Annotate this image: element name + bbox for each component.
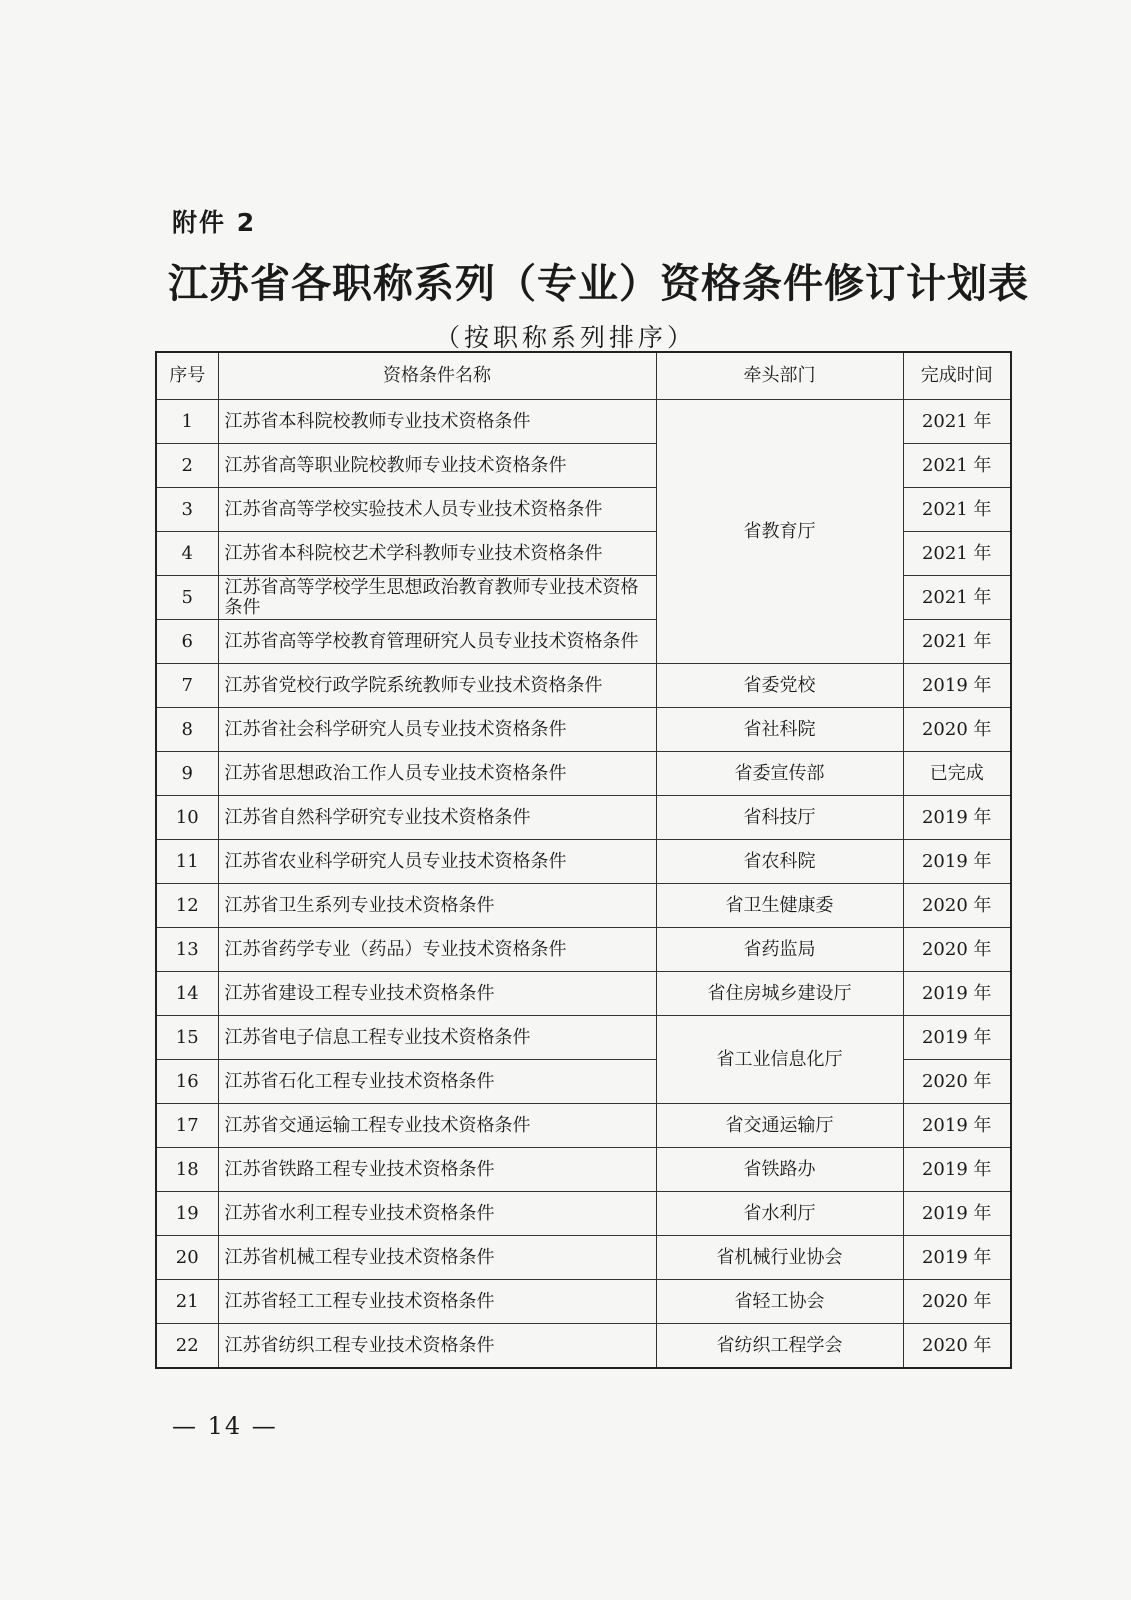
row-dept: 省社科院 xyxy=(656,708,903,752)
row-no: 15 xyxy=(156,1016,218,1060)
row-dept: 省机械行业协会 xyxy=(656,1236,903,1280)
row-no: 12 xyxy=(156,884,218,928)
row-name: 江苏省农业科学研究人员专业技术资格条件 xyxy=(218,840,656,884)
table-row xyxy=(156,1104,1011,1148)
row-no: 14 xyxy=(156,972,218,1016)
header-name: 资格条件名称 xyxy=(218,352,656,400)
row-name: 江苏省本科院校教师专业技术资格条件 xyxy=(218,400,656,444)
row-dept: 省轻工协会 xyxy=(656,1280,903,1324)
row-time: 已完成 xyxy=(903,752,1011,796)
row-no: 20 xyxy=(156,1236,218,1280)
row-no: 16 xyxy=(156,1060,218,1104)
table-row xyxy=(156,664,1011,708)
row-no: 11 xyxy=(156,840,218,884)
row-name: 江苏省高等学校教育管理研究人员专业技术资格条件 xyxy=(218,620,656,664)
table-row xyxy=(156,1148,1011,1192)
row-no: 5 xyxy=(156,576,218,620)
row-name: 江苏省思想政治工作人员专业技术资格条件 xyxy=(218,752,656,796)
revision-plan-table xyxy=(155,351,1012,1369)
row-name: 江苏省本科院校艺术学科教师专业技术资格条件 xyxy=(218,532,656,576)
row-no: 21 xyxy=(156,1280,218,1324)
row-time: 2020 年 xyxy=(903,884,1011,928)
row-time: 2020 年 xyxy=(903,708,1011,752)
table-row xyxy=(156,796,1011,840)
row-name: 江苏省卫生系列专业技术资格条件 xyxy=(218,884,656,928)
row-time: 2019 年 xyxy=(903,1236,1011,1280)
row-name: 江苏省机械工程专业技术资格条件 xyxy=(218,1236,656,1280)
row-dept: 省委宣传部 xyxy=(656,752,903,796)
table-row xyxy=(156,1236,1011,1280)
row-name: 江苏省高等学校实验技术人员专业技术资格条件 xyxy=(218,488,656,532)
row-dept: 省工业信息化厅 xyxy=(656,1016,903,1104)
row-no: 3 xyxy=(156,488,218,532)
row-name: 江苏省高等学校学生思想政治教育教师专业技术资格条件 xyxy=(218,576,656,620)
row-time: 2021 年 xyxy=(903,400,1011,444)
row-time: 2019 年 xyxy=(903,1192,1011,1236)
row-dept: 省科技厅 xyxy=(656,796,903,840)
table-row xyxy=(156,1016,1011,1060)
row-time: 2019 年 xyxy=(903,1016,1011,1060)
row-no: 6 xyxy=(156,620,218,664)
row-name: 江苏省纺织工程专业技术资格条件 xyxy=(218,1324,656,1369)
row-name: 江苏省建设工程专业技术资格条件 xyxy=(218,972,656,1016)
table-row xyxy=(156,928,1011,972)
row-time: 2020 年 xyxy=(903,1324,1011,1369)
table-row xyxy=(156,1324,1011,1369)
row-no: 17 xyxy=(156,1104,218,1148)
row-time: 2021 年 xyxy=(903,620,1011,664)
row-no: 19 xyxy=(156,1192,218,1236)
table-row xyxy=(156,708,1011,752)
row-name: 江苏省轻工工程专业技术资格条件 xyxy=(218,1280,656,1324)
header-time: 完成时间 xyxy=(903,352,1011,400)
row-time: 2019 年 xyxy=(903,796,1011,840)
row-dept: 省水利厅 xyxy=(656,1192,903,1236)
row-time: 2019 年 xyxy=(903,840,1011,884)
row-name: 江苏省铁路工程专业技术资格条件 xyxy=(218,1148,656,1192)
row-dept: 省药监局 xyxy=(656,928,903,972)
row-no: 2 xyxy=(156,444,218,488)
table-row xyxy=(156,752,1011,796)
row-time: 2019 年 xyxy=(903,1148,1011,1192)
row-time: 2021 年 xyxy=(903,488,1011,532)
row-time: 2019 年 xyxy=(903,972,1011,1016)
row-name: 江苏省电子信息工程专业技术资格条件 xyxy=(218,1016,656,1060)
table-row xyxy=(156,840,1011,884)
page-title: 江苏省各职称系列（专业）资格条件修订计划表 xyxy=(168,261,1029,307)
row-name: 江苏省石化工程专业技术资格条件 xyxy=(218,1060,656,1104)
row-no: 9 xyxy=(156,752,218,796)
row-dept: 省农科院 xyxy=(656,840,903,884)
row-name: 江苏省药学专业（药品）专业技术资格条件 xyxy=(218,928,656,972)
row-time: 2020 年 xyxy=(903,1060,1011,1104)
row-time: 2021 年 xyxy=(903,576,1011,620)
row-dept: 省交通运输厅 xyxy=(656,1104,903,1148)
row-dept: 省教育厅 xyxy=(656,400,903,664)
table-row xyxy=(156,884,1011,928)
row-time: 2020 年 xyxy=(903,928,1011,972)
row-no: 10 xyxy=(156,796,218,840)
row-no: 4 xyxy=(156,532,218,576)
row-name: 江苏省社会科学研究人员专业技术资格条件 xyxy=(218,708,656,752)
row-dept: 省铁路办 xyxy=(656,1148,903,1192)
header-dept: 牵头部门 xyxy=(656,352,903,400)
table-row xyxy=(156,972,1011,1016)
row-time: 2020 年 xyxy=(903,1280,1011,1324)
table-row xyxy=(156,1280,1011,1324)
row-no: 8 xyxy=(156,708,218,752)
row-no: 22 xyxy=(156,1324,218,1369)
row-no: 1 xyxy=(156,400,218,444)
header-no: 序号 xyxy=(156,352,218,400)
page-number: — 14 — xyxy=(172,1412,278,1440)
row-no: 7 xyxy=(156,664,218,708)
row-name: 江苏省高等职业院校教师专业技术资格条件 xyxy=(218,444,656,488)
table-row xyxy=(156,1192,1011,1236)
row-name: 江苏省自然科学研究专业技术资格条件 xyxy=(218,796,656,840)
row-dept: 省住房城乡建设厅 xyxy=(656,972,903,1016)
row-time: 2019 年 xyxy=(903,664,1011,708)
row-name: 江苏省交通运输工程专业技术资格条件 xyxy=(218,1104,656,1148)
row-no: 13 xyxy=(156,928,218,972)
row-name: 江苏省党校行政学院系统教师专业技术资格条件 xyxy=(218,664,656,708)
row-no: 18 xyxy=(156,1148,218,1192)
row-time: 2021 年 xyxy=(903,532,1011,576)
row-name: 江苏省水利工程专业技术资格条件 xyxy=(218,1192,656,1236)
attachment-label: 附件 2 xyxy=(172,208,257,237)
page-subtitle: （按职称系列排序） xyxy=(434,323,696,352)
row-time: 2019 年 xyxy=(903,1104,1011,1148)
table-row xyxy=(156,400,1011,444)
row-dept: 省委党校 xyxy=(656,664,903,708)
table-header-row xyxy=(156,352,1011,400)
row-dept: 省卫生健康委 xyxy=(656,884,903,928)
row-time: 2021 年 xyxy=(903,444,1011,488)
row-dept: 省纺织工程学会 xyxy=(656,1324,903,1369)
